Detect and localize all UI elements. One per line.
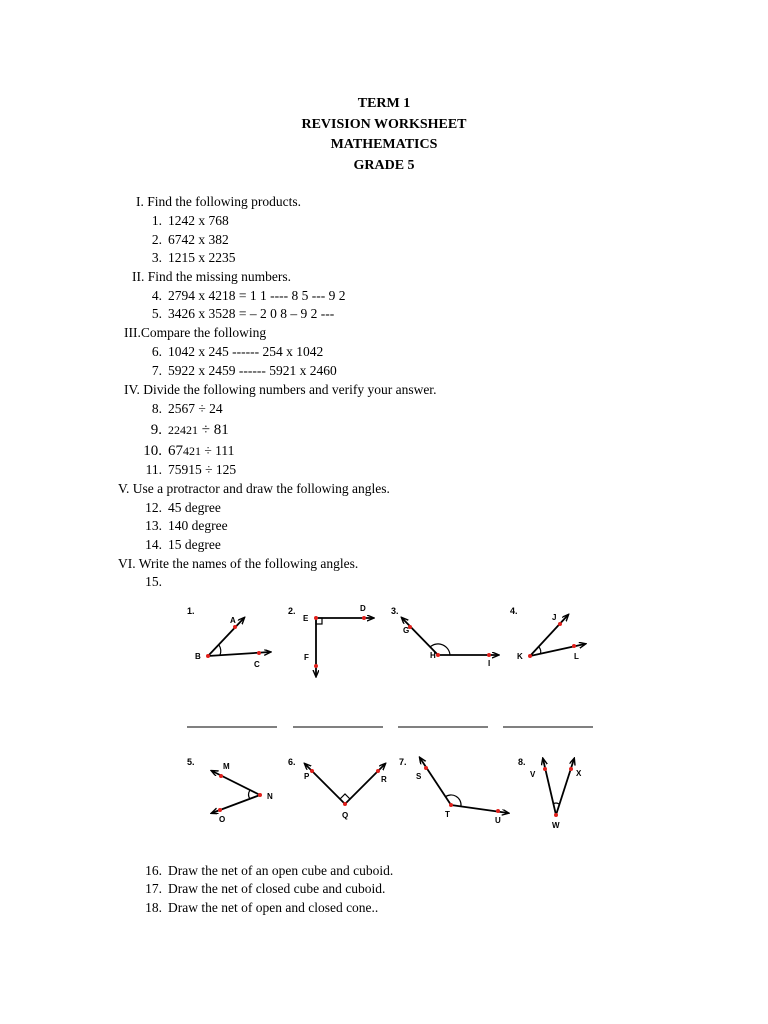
angle-jkl [517, 613, 585, 661]
label-b: B [195, 652, 201, 661]
item-number: 10. [143, 443, 162, 459]
item-number: 11. [145, 462, 162, 477]
angle-2-number: 2. [288, 606, 296, 616]
label-g: G [403, 626, 410, 635]
item-number: 14. [145, 537, 162, 552]
label-w: W [552, 821, 560, 830]
item-number: 9. [150, 422, 162, 438]
header-subject: MATHEMATICS [330, 137, 438, 152]
item-number: 17. [145, 881, 162, 896]
header-term: TERM 1 [357, 96, 411, 111]
item-text: 6742 x 382 [168, 232, 229, 247]
list-item [140, 287, 345, 305]
item-number: 8. [151, 401, 162, 416]
item-text-small: 421 [183, 444, 201, 458]
item-text: 67 [168, 443, 183, 459]
label-v: V [530, 770, 536, 779]
list-item [140, 499, 221, 517]
label-k: K [517, 652, 523, 661]
section-1-heading: I. Find the following products. [136, 194, 301, 209]
header-title: REVISION WORKSHEET [301, 117, 467, 132]
list-item [140, 517, 228, 535]
angle-mno [212, 762, 273, 824]
label-r: R [381, 775, 387, 784]
item-text: 2794 x 4218 = 1 1 ---- 8 5 --- 9 2 [168, 288, 346, 303]
item-text: 3426 x 3528 = – 2 0 8 – 9 2 --- [168, 306, 335, 321]
list-item [140, 305, 334, 323]
angle-8-number: 8. [518, 757, 526, 767]
list-item [140, 400, 223, 418]
label-d: D [360, 604, 366, 613]
item-text-operator: ÷ 81 [198, 422, 229, 438]
angle-3-number: 3. [391, 606, 399, 616]
label-c: C [254, 660, 260, 669]
item-number: 1. [151, 213, 162, 228]
list-item [140, 343, 323, 361]
list-item [140, 231, 229, 249]
label-x: X [576, 769, 582, 778]
angle-5-number: 5. [187, 757, 195, 767]
list-item [140, 536, 221, 554]
item-text: 45 degree [168, 500, 221, 515]
label-e: E [303, 614, 309, 623]
angle-4-number: 4. [510, 606, 518, 616]
angle-pqr [304, 764, 387, 820]
item-text: 5922 x 2459 ------ 5921 x 2460 [168, 363, 337, 378]
item-text: 22421 [168, 423, 198, 437]
item-text: 140 degree [168, 518, 228, 533]
item-text: 2567 ÷ 24 [168, 401, 223, 416]
label-s: S [416, 772, 422, 781]
label-a: A [230, 616, 236, 625]
angles-figure [180, 598, 600, 838]
angle-vwx [530, 759, 582, 830]
label-l: L [574, 652, 579, 661]
section-4-heading: IV. Divide the following numbers and verify your answer. [124, 382, 437, 397]
item-number: 18. [145, 900, 162, 915]
label-j: J [552, 613, 557, 622]
list-item [140, 442, 234, 460]
label-q: Q [342, 811, 349, 820]
label-o: O [219, 815, 226, 824]
label-i: I [488, 659, 491, 668]
item-number: 16. [145, 863, 162, 878]
section-5-heading: V. Use a protractor and draw the following angles. [118, 481, 390, 496]
angle-stu [416, 758, 508, 825]
item-text: 1242 x 768 [168, 213, 229, 228]
label-p: P [304, 772, 310, 781]
list-item [140, 862, 393, 880]
label-t: T [445, 810, 450, 819]
item-number: 3. [151, 250, 162, 265]
item-text: Draw the net of an open cube and cuboid. [168, 863, 394, 878]
list-item [140, 362, 337, 380]
label-u: U [495, 816, 501, 825]
item-number: 12. [145, 500, 162, 515]
section-6-heading: VI. Write the names of the following angles. [118, 556, 359, 571]
item-text: Draw the net of closed cube and cuboid. [168, 881, 386, 896]
item-number: 4. [151, 288, 162, 303]
list-item [140, 461, 236, 479]
item-number: 5. [151, 306, 162, 321]
item-number: 6. [151, 344, 162, 359]
item-text: 1215 x 2235 [168, 250, 236, 265]
list-item [140, 573, 168, 591]
label-h: H [430, 651, 436, 660]
angles-diagram [180, 598, 600, 838]
item-text: 1042 x 245 ------ 254 x 1042 [168, 344, 324, 359]
section-3-heading: III.Compare the following [124, 325, 267, 340]
angle-def [303, 604, 373, 676]
item-number: 15. [145, 574, 162, 589]
label-m: M [223, 762, 230, 771]
list-item [140, 421, 229, 439]
item-number: 7. [151, 363, 162, 378]
angle-abc [195, 616, 270, 669]
angle-1-number: 1. [187, 606, 195, 616]
list-item [140, 899, 378, 917]
list-item [140, 880, 385, 898]
item-number: 13. [145, 518, 162, 533]
item-number: 2. [151, 232, 162, 247]
item-text-operator: ÷ 111 [201, 443, 235, 458]
list-item [140, 249, 236, 267]
angle-6-number: 6. [288, 757, 296, 767]
item-text: Draw the net of open and closed cone.. [168, 900, 379, 915]
label-n: N [267, 792, 273, 801]
item-text: 15 degree [168, 537, 221, 552]
angle-7-number: 7. [399, 757, 407, 767]
angle-ghi [402, 618, 498, 668]
item-text: 75915 ÷ 125 [168, 462, 237, 477]
section-2-heading: II. Find the missing numbers. [132, 269, 291, 284]
list-item [140, 212, 229, 230]
header-grade: GRADE 5 [353, 158, 415, 173]
label-f: F [304, 653, 309, 662]
